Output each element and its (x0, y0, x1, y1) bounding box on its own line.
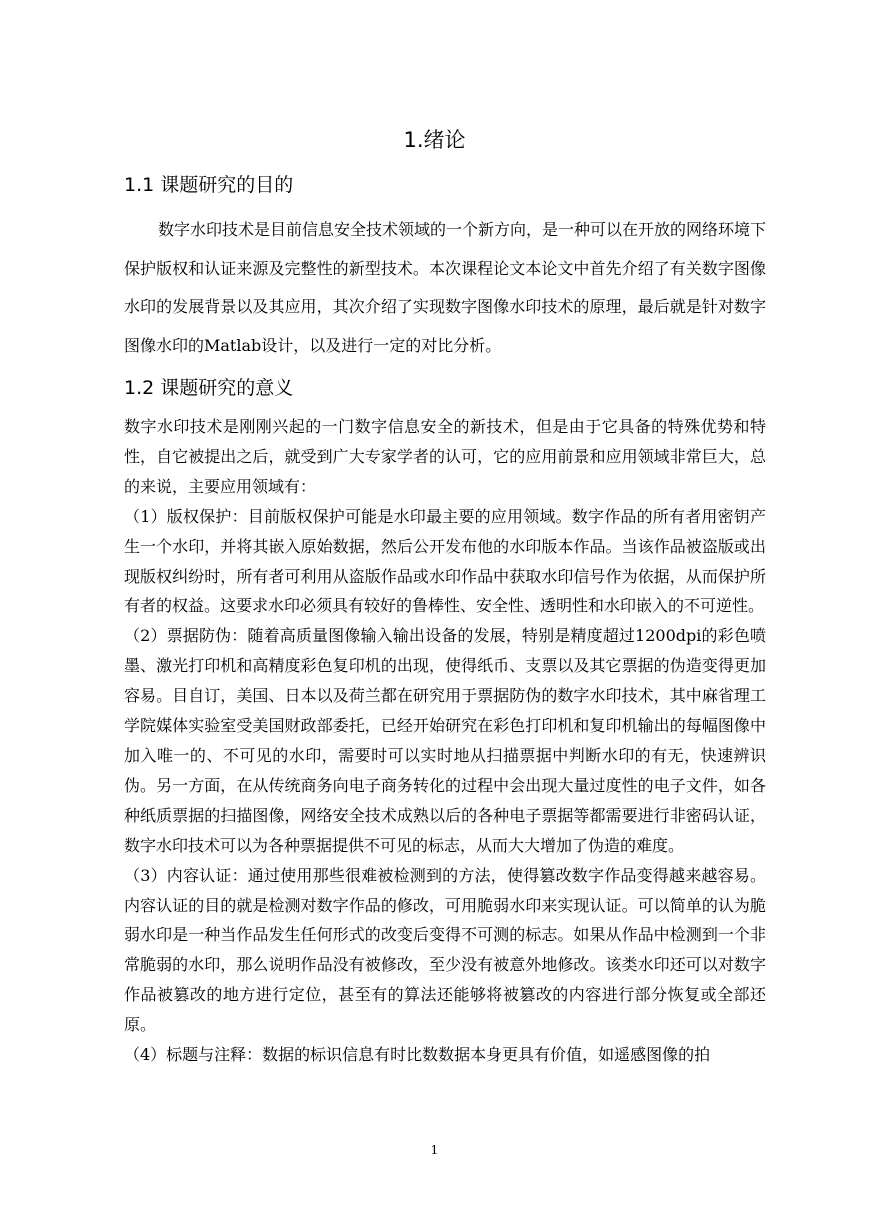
page-number: 1 (430, 1143, 439, 1157)
paragraph-purpose: 数字水印技术是目前信息安全技术领域的一个新方向，是一种可以在开放的网络环境下保护版权和认证来源及完整性的新型技术。本次课程论文本论文中首先介绍了有关数字图像水印的发展背景以及其应用，其次介绍了实现数字图像水印技术的原理，最后就是针对数字图像水印的Matlab设计，以及进行一定的对比分析。 (124, 220, 767, 355)
chapter-title: 1.绪论 (403, 128, 466, 152)
section-purpose-body (124, 211, 766, 365)
paragraph-content-authentication: （3）内容认证：通过使用那些很难被检测到的方法，使得篡改数字作品变得越来越容易。内容认证的目的就是检测对数字作品的修改，可用脆弱水印来实现认证。可以简单的认为脆弱水印是一种当作品发生任何形式的改变后变得不可测的标志。如果从作品中检测到一个非常脆弱的水印，那么说明作品没有被修改，至少没有被意外地修改。该类水印还可以对数字作品被篡改的地方进行定位，甚至有的算法还能够将被篡改的内容进行部分恢复或全部还原。 (124, 865, 766, 1035)
paragraph-significance-intro: 数字水印技术是刚刚兴起的一门数字信息安全的新技术，但是由于它具备的特殊优势和特性，自它被提出之后，就受到广大专家学者的认可，它的应用前景和应用领域非常巨大，总的来说，主要应用领域有： (124, 417, 766, 496)
paragraph-copyright-protection: （1）版权保护：目前版权保护可能是水印最主要的应用领域。数字作品的所有者用密钥产生一个水印，并将其嵌入原始数据，然后公开发布他的水印版本作品。当该作品被盗版或出现版权纠纷时，所有者可利用从盗版作品或水印作品中获取水印信号作为依据，从而保护所有者的权益。这要求水印必须具有较好的鲁棒性、安全性、透明性和水印嵌入的不可逆性。 (124, 506, 766, 616)
paragraph-title-annotation: （4）标题与注释：数据的标识信息有时比数数据本身更具有价值，如遥感图像的拍 (124, 1045, 711, 1065)
section-heading-purpose: 1.1 课题研究的目的 (124, 174, 294, 196)
section-heading-significance: 1.2 课题研究的意义 (124, 377, 294, 399)
paragraph-bill-anticounterfeit: （2）票据防伪：随着高质量图像输入输出设备的发展，特别是精度超过1200dpi的彩色喷墨、激光打印机和高精度彩色复印机的出现，使得纸币、支票以及其它票据的伪造变得更加容易。目自订，美国、日本以及荷兰都在研究用于票据防伪的数字水印技术，其中麻省理工学院媒体实验室受美国财政部委托，已经开始研究在彩色打印机和复印机输出的每幅图像中加入唯一的、不可见的水印，需要时可以实时地从扫描票据中判断水印的有无，快速辨识伪。另一方面，在从传统商务向电子商务转化的过程中会出现大量过度性的电子文件，如各种纸质票据的扫描图像，网络安全技术成熟以后的各种电子票据等都需要进行非密码认证，数字水印技术可以为各种票据提供不可见的标志，从而大大增加了伪造的难度。 (124, 626, 766, 855)
section-significance-body (124, 412, 766, 1070)
